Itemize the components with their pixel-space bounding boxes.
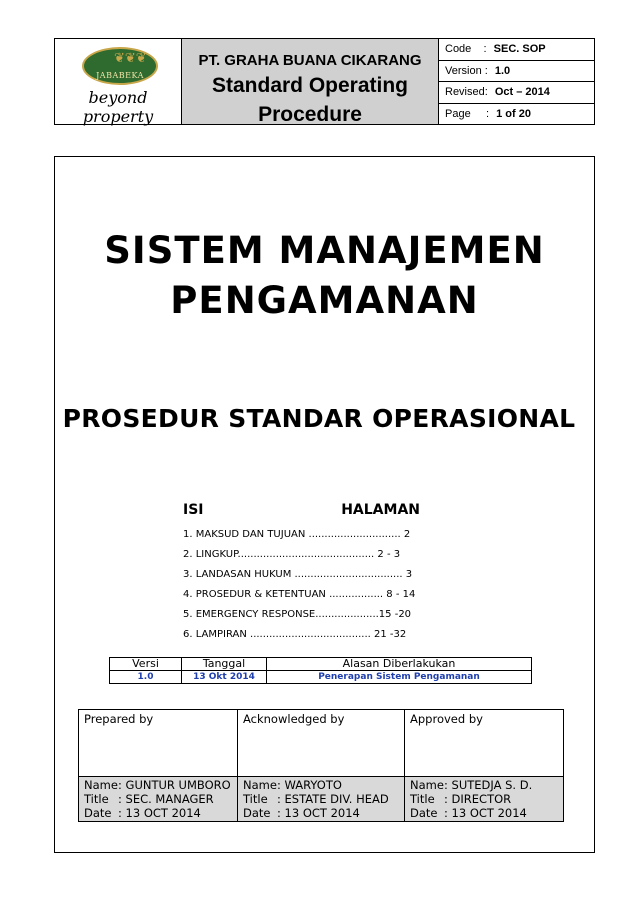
logo-tagline: beyond property [82,88,154,126]
logo-emblem [82,47,158,85]
toc-item: 6. LAMPIRAN ...................................... 21 -32 [183,629,407,640]
version-header-row: Versi Tanggal Alasan Diberlakukan [110,658,532,671]
document-header [54,38,595,125]
prepared-by: Prepared by [79,710,238,777]
meta-version: Version : 1.0 [439,61,594,83]
signature-table [78,709,564,822]
signer-details: Name : SUTEDJA S. D. Title : DIRECTOR Date : 13 OCT 2014 [405,777,564,822]
sub-title: PROSEDUR STANDAR OPERASIONAL [62,404,576,433]
toc-item: 5. EMERGENCY RESPONSE....................15 -20 [183,609,412,620]
signer-details: Name : GUNTUR UMBORO Title : SEC. MANAGER Date : 13 OCT 2014 [79,777,238,822]
doc-type-line2: Procedure [258,103,362,126]
signer-details: Name : WARYOTO Title : ESTATE DIV. HEAD Date : 13 OCT 2014 [238,777,405,822]
company-name: PT. GRAHA BUANA CIKARANG [198,52,422,69]
approved-by: Approved by [405,710,564,777]
toc-item: 4. PROSEDUR & KETENTUAN ................. 8 - 14 [183,589,416,600]
toc-header: ISI HALAMAN [183,502,420,518]
main-title: SISTEM MANAJEMEN PENGAMANAN [104,229,545,322]
logo-name: JABABEKA [96,71,144,80]
meta-revised: Revised: Oct – 2014 [439,82,594,104]
company-logo [55,39,182,124]
version-row: 1.0 13 Okt 2014 Penerapan Sistem Pengamanan [110,671,532,684]
table-of-contents [183,502,420,645]
meta-code: Code : SEC. SOP [439,39,594,61]
acknowledged-by: Acknowledged by [238,710,405,777]
toc-item: 2. LINGKUP........................................... 2 - 3 [183,549,401,560]
leaf-icon: ❦❦❦ [114,51,147,66]
meta-page: Page : 1 of 20 [445,107,531,120]
header-title-block [182,39,439,124]
signature-role-row [79,710,564,777]
version-table [109,657,532,684]
signature-details-row [79,777,564,822]
toc-item: 3. LANDASAN HUKUM .................................. 3 [183,569,413,580]
doc-type-line1: Standard Operating [211,74,409,97]
toc-item: 1. MAKSUD DAN TUJUAN ............................. 2 [183,529,411,540]
doc-meta [439,39,594,124]
